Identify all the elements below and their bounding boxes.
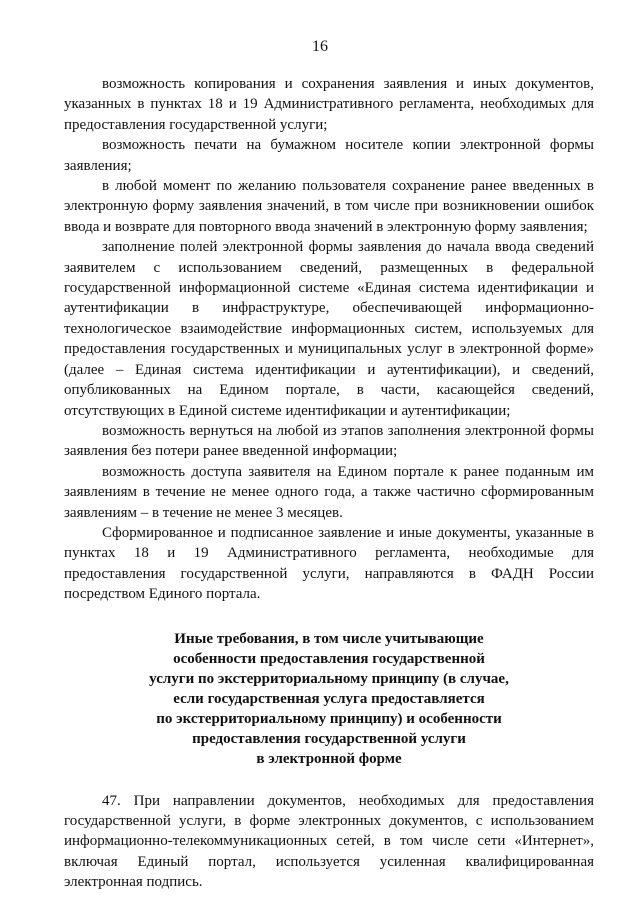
paragraph-print: возможность печати на бумажном носителе копии электронной формы заявления; [64, 137, 594, 174]
paragraph-save-values: в любой момент по желанию пользователя сохранение ранее введенных в электронную форму заявления значений, в том числе при возникновении ошибок ввода и возврате для повторного ввода значений в электронную форму заявления; [64, 178, 594, 235]
heading-line: услуги по экстерриториальному принципу (в случае, [149, 670, 509, 687]
heading-line: предоставления государственной услуги [192, 730, 466, 747]
document-body [64, 74, 594, 893]
paragraph-access-history: возможность доступа заявителя на Едином портале к ранее поданным им заявлениям в течение не менее одного года, а также частично сформированным заявлениям – в течение не менее 3 месяцев. [64, 463, 594, 521]
paragraph-submission: Сформированное и подписанное заявление и иные документы, указанные в пунктах 18 и 19 Административного регламента, необходимые для предоставления государственной услуги, направляются в ФАДН России посредством Единого портала. [64, 524, 594, 603]
section-heading [64, 629, 594, 769]
paragraph-47: 47. При направлении документов, необходимых для предоставления государственной услуги, в форме электронных документов, с использованием информационно-телекоммуникационных сетей, в том числе сети «Интернет», включая Единый портал, используется усиленная квалифицированная электронная подпись. [64, 792, 594, 891]
heading-line: по экстерриториальному принципу) и особенности [156, 710, 502, 727]
paragraph-copy-save: возможность копирования и сохранения заявления и иных документов, указанных в пунктах 18 и 19 Административного регламента, необходимых для предоставления государственной услуги; [64, 76, 594, 133]
paragraph-autofill: заполнение полей электронной формы заявления до начала ввода сведений заявителем с использованием сведений, размещенных в федеральной государственной информационной системе «Единая система идентификации и аутентификации в инфраструктуре, обеспечивающей информационно-технологическое взаимодействие информационных систем, используемых для предоставления государственных и муниципальных услуг в электронной форме» (далее – Единая система идентификации и аутентификации), и сведений, опубликованных на Едином портале, в части, касающейся сведений, отсутствующих в Единой системе идентификации и аутентификации; [64, 239, 594, 419]
page-number: 16 [312, 38, 328, 55]
heading-line: Иные требования, в том числе учитывающие [174, 630, 484, 647]
heading-line: если государственная услуга предоставляется [173, 690, 485, 707]
heading-line: в электронной форме [256, 750, 402, 767]
paragraph-return-step: возможность вернуться на любой из этапов заполнения электронной формы заявления без потери ранее введенной информации; [64, 422, 594, 460]
heading-line: особенности предоставления государственной [173, 650, 485, 667]
